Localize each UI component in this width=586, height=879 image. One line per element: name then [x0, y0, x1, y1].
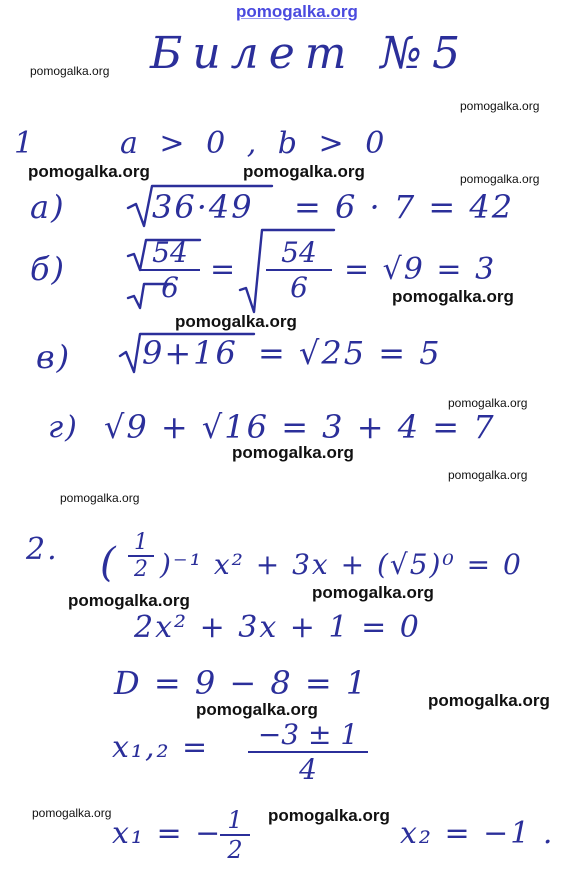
watermark: pomogalka.org — [460, 99, 540, 113]
radical-a — [128, 186, 272, 226]
radical-b-num — [128, 240, 200, 270]
part-g-label: г) — [48, 410, 79, 445]
watermark: pomogalka.org — [428, 691, 550, 710]
task1-conditions: a > 0 , b > 0 — [120, 126, 391, 161]
task2-x2: x₂ = −1 . — [400, 816, 555, 851]
task1-number: 1 — [14, 126, 36, 161]
task2-x1-lhs: x₁ = − — [112, 816, 223, 851]
task2-discriminant: D = 9 − 8 = 1 — [114, 664, 369, 702]
watermark: pomogalka.org — [175, 312, 297, 331]
part-b-result: = √9 = 3 — [344, 252, 497, 287]
watermark: pomogalka.org — [243, 162, 365, 181]
site-link[interactable]: pomogalka.org — [236, 2, 358, 21]
watermark: pomogalka.org — [392, 287, 514, 306]
part-a-result: = 6 · 7 = 42 — [294, 188, 515, 226]
fraction-numerator: −3 ± 1 — [257, 718, 359, 751]
part-v-result: = √25 = 5 — [258, 334, 442, 372]
part-b-equals: = — [210, 252, 238, 287]
task2-quadratic: 2x² + 3x + 1 = 0 — [134, 610, 421, 645]
fraction-denominator: 6 — [290, 271, 308, 304]
fraction-denominator: 4 — [299, 753, 317, 786]
fraction-numerator: 1 — [134, 530, 148, 555]
fraction-numerator: 54 — [281, 236, 317, 269]
watermark: pomogalka.org — [268, 806, 390, 825]
watermark: pomogalka.org — [28, 162, 150, 181]
watermark: pomogalka.org — [60, 491, 140, 505]
fraction-numerator: 1 — [227, 806, 243, 834]
part-g-expression: √9 + √16 = 3 + 4 = 7 — [104, 408, 496, 446]
task2-number: 2. — [26, 532, 59, 567]
watermark: pomogalka.org — [68, 591, 190, 610]
part-b-label: б) — [30, 250, 67, 288]
watermark: pomogalka.org — [448, 468, 528, 482]
radical-b-big — [240, 230, 334, 312]
part-a-label: а) — [30, 188, 66, 226]
watermark: pomogalka.org — [312, 583, 434, 602]
part-a-radicand: 36·49 — [152, 188, 254, 226]
watermark: pomogalka.org — [448, 396, 528, 410]
task2-open-paren: ( — [100, 540, 118, 586]
watermark: pomogalka.org — [232, 443, 354, 462]
watermark: pomogalka.org — [32, 806, 112, 820]
task2-equation: )⁻¹ x² + 3x + (√5)⁰ = 0 — [160, 548, 523, 581]
fraction-denominator: 2 — [134, 557, 148, 582]
fraction-denominator: 2 — [227, 836, 243, 864]
fraction-numerator: 54 — [152, 236, 188, 269]
radical-v — [120, 334, 254, 372]
watermark: pomogalka.org — [196, 700, 318, 719]
watermark: pomogalka.org — [460, 172, 540, 186]
task2-roots-lhs: x₁,₂ = — [112, 730, 210, 765]
part-v-radicand: 9+16 — [142, 334, 238, 372]
fraction-denominator: 6 — [161, 271, 179, 304]
watermark: pomogalka.org — [30, 64, 110, 78]
part-v-label: в) — [36, 338, 72, 376]
ticket-title: Билет №5 — [150, 28, 471, 79]
radical-b-den — [128, 284, 172, 308]
